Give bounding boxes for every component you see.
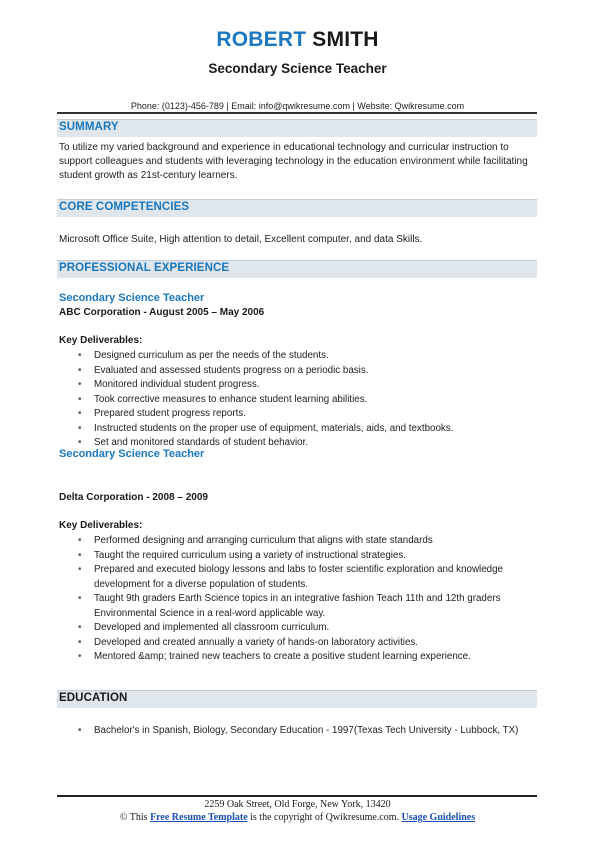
list-item: • Performed designing and arranging curriculum that aligns with state standards bbox=[78, 534, 523, 549]
list-item: • Mentored &amp; trained new teachers to create a positive student learning experience. bbox=[78, 650, 523, 665]
bullet-icon: • bbox=[78, 379, 82, 390]
list-item: • Prepared and executed biology lessons and labs to foster scientific exploration and knowledge development for a diverse population of students. bbox=[78, 564, 504, 590]
contact-line: Phone: (0123)-456-789 | Email: info@qwikresume.com | Website: Qwikresume.com bbox=[130, 101, 465, 111]
footer-pre-text: © This bbox=[119, 812, 151, 823]
job-1-key-deliverables-label: Key Deliverables: bbox=[59, 335, 143, 346]
list-item: • Taught the required curriculum using a variety of instructional strategies. bbox=[78, 549, 523, 564]
competencies-header bbox=[57, 199, 537, 217]
usage-guidelines-link[interactable]: Usage Guidelines bbox=[401, 812, 476, 823]
competencies-title: CORE COMPETENCIES bbox=[59, 201, 190, 213]
list-item: • Took corrective measures to enhance student learning abilities. bbox=[78, 393, 523, 408]
bullet-icon: • bbox=[78, 651, 82, 662]
list-item: • Taught 9th graders Earth Science topics in an integrative fashion Teach 11th and 12th graders Environmental Science in a real-word applicable way. bbox=[78, 593, 501, 619]
education-list bbox=[78, 724, 523, 739]
summary-text: To utilize my varied background and experience in educational technology and curricular instruction to support colleagues and students with leveraging technology in the education environment while facilitating student growth as 21st-century learners. bbox=[59, 142, 528, 181]
list-item: • Evaluated and assessed students progress on a periodic basis. bbox=[78, 364, 523, 379]
bullet-icon: • bbox=[78, 393, 82, 405]
free-resume-template-link[interactable]: Free Resume Template bbox=[150, 812, 248, 823]
bullet-icon: • bbox=[78, 564, 82, 575]
footer-address: 2259 Oak Street, Old Forge, New York, 13420 bbox=[204, 799, 391, 810]
bullet-icon: • bbox=[78, 350, 82, 361]
bullet-icon: • bbox=[78, 636, 82, 648]
bullet-icon: • bbox=[78, 408, 82, 419]
bullet-icon: • bbox=[78, 725, 82, 736]
experience-title: PROFESSIONAL EXPERIENCE bbox=[59, 262, 230, 274]
job-1-company: ABC Corporation - August 2005 – May 2006 bbox=[59, 307, 265, 318]
summary-title: SUMMARY bbox=[59, 121, 119, 133]
list-item: • Instructed students on the proper use of equipment, materials, aids, and textbooks. bbox=[78, 422, 523, 437]
last-name: SMITH bbox=[312, 28, 379, 51]
list-item: • Designed curriculum as per the needs of the students. bbox=[78, 349, 523, 364]
experience-header bbox=[57, 260, 537, 278]
footer-divider bbox=[57, 795, 537, 797]
job-2-key-deliverables-label: Key Deliverables: bbox=[59, 520, 143, 531]
list-item: • Developed and created annually a variety of hands-on laboratory activities. bbox=[78, 636, 523, 651]
competencies-text: Microsoft Office Suite, High attention to detail, Excellent computer, and data Skills. bbox=[59, 234, 423, 245]
job-2-bullets bbox=[78, 534, 523, 665]
bullet-icon: • bbox=[78, 535, 82, 546]
list-item: • Bachelor's in Spanish, Biology, Secondary Education - 1997(Texas Tech University - Lubbock, TX) bbox=[78, 724, 523, 739]
footer-copyright bbox=[0, 812, 595, 823]
first-name: ROBERT bbox=[216, 28, 307, 51]
bullet-icon: • bbox=[78, 437, 82, 448]
bullet-icon: • bbox=[78, 364, 82, 376]
bullet-icon: • bbox=[78, 593, 82, 604]
education-title: EDUCATION bbox=[59, 692, 128, 704]
list-item: • Monitored individual student progress. bbox=[78, 378, 523, 393]
list-item: • Developed and implemented all classroom curriculum. bbox=[78, 621, 523, 636]
candidate-name bbox=[0, 28, 595, 52]
bullet-icon: • bbox=[78, 622, 82, 633]
job-2-company: Delta Corporation - 2008 – 2009 bbox=[59, 492, 208, 503]
bullet-icon: • bbox=[78, 422, 82, 434]
job-title: Secondary Science Teacher bbox=[208, 61, 387, 76]
job-1-role: Secondary Science Teacher bbox=[59, 292, 205, 304]
list-item: • Set and monitored standards of student behavior. bbox=[78, 436, 523, 451]
summary-header bbox=[57, 119, 537, 137]
education-header bbox=[57, 690, 537, 708]
footer-mid-text: is the copyright of Qwikresume.com. bbox=[247, 812, 402, 823]
job-1-bullets bbox=[78, 349, 523, 451]
list-item: • Prepared student progress reports. bbox=[78, 407, 523, 422]
header-divider bbox=[57, 112, 537, 114]
job-2-role: Secondary Science Teacher bbox=[59, 448, 205, 460]
bullet-icon: • bbox=[78, 549, 82, 561]
